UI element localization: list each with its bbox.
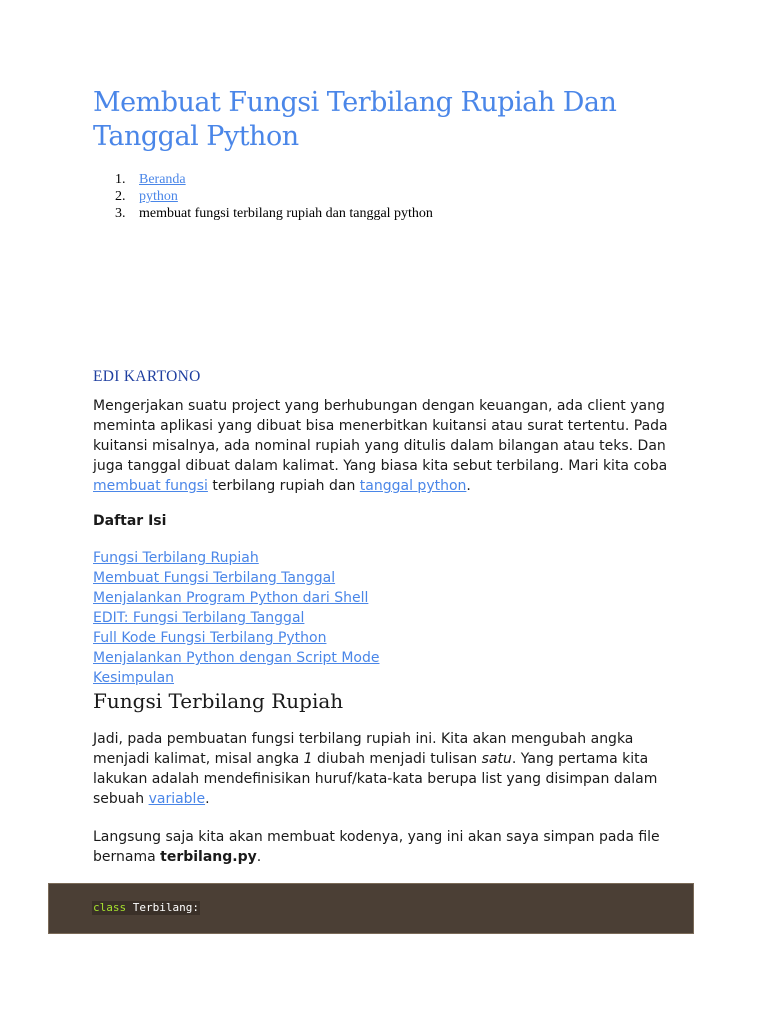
toc-link-membuat-fungsi-terbilang-tanggal[interactable]: Membuat Fungsi Terbilang Tanggal [93, 570, 336, 586]
link-tanggal-python[interactable]: tanggal python [359, 478, 467, 494]
emphasis-satu: satu [481, 751, 512, 767]
code-line [92, 901, 200, 915]
intro-text: Mengerjakan suatu project yang berhubungan dengan keuangan, ada client yang meminta aplikasi yang dibuat bisa menerbitkan kuitansi atau surat tertentu. Pada kuitansi misalnya, ada nominal rupiah yang ditulis dalam bilangan atau teks. Dan juga tanggal dibuat dalam kalimat. Yang biasa kita sebut terbilang. Mari kita coba [93, 398, 668, 474]
page-title: Membuat Fungsi Terbilang Rupiah Dan Tanggal Python [93, 87, 617, 152]
paragraph-text: Langsung saja kita akan membuat kodenya, yang ini akan saya simpan pada file bernama [93, 829, 660, 865]
intro-text: . [466, 478, 471, 494]
intro-paragraph [93, 396, 693, 496]
emphasis-angka: 1 [303, 751, 313, 767]
toc-item [93, 548, 379, 568]
toc-link-edit-fungsi-terbilang-tanggal[interactable]: EDIT: Fungsi Terbilang Tanggal [93, 610, 305, 626]
code-keyword: class [93, 901, 127, 914]
toc-item [93, 628, 379, 648]
toc-link-fungsi-terbilang-rupiah[interactable]: Fungsi Terbilang Rupiah [93, 550, 259, 566]
paragraph-code-intro [93, 827, 693, 867]
toc-item [93, 568, 379, 588]
toc-item [93, 588, 379, 608]
author-name: EDI KARTONO [93, 368, 201, 385]
intro-text: terbilang rupiah dan [207, 478, 360, 494]
toc-link-menjalankan-program-python-dari-shell[interactable]: Menjalankan Program Python dari Shell [93, 590, 369, 606]
paragraph-text: . [256, 849, 262, 865]
paragraph-text: . Yang pertama kita lakukan adalah mendefinisikan huruf/kata-kata berupa list yang disimpan dalam sebuah [93, 751, 658, 807]
breadcrumb-link-python[interactable]: python [139, 189, 178, 204]
toc-heading: Daftar Isi [93, 513, 167, 529]
breadcrumb-number: 3. [115, 206, 126, 221]
toc-link-kesimpulan[interactable]: Kesimpulan [93, 670, 175, 686]
link-variable[interactable]: variable [148, 791, 206, 807]
paragraph-text: . [205, 791, 210, 807]
breadcrumb [93, 171, 433, 222]
toc-item [93, 648, 379, 668]
paragraph-text: Jadi, pada pembuatan fungsi terbilang rupiah ini. Kita akan mengubah angka menjadi kalimat, misal angka [93, 731, 634, 767]
breadcrumb-current-page: membuat fungsi terbilang rupiah dan tanggal python [139, 206, 433, 221]
breadcrumb-item-current [93, 205, 433, 222]
breadcrumb-number: 2. [115, 189, 126, 204]
section-heading: Fungsi Terbilang Rupiah [93, 689, 344, 713]
toc-link-menjalankan-python-script-mode[interactable]: Menjalankan Python dengan Script Mode [93, 650, 380, 666]
breadcrumb-item-python [93, 188, 433, 205]
table-of-contents [93, 548, 379, 688]
paragraph-text: diubah menjadi tulisan [312, 751, 482, 767]
toc-link-full-kode-fungsi-terbilang-python[interactable]: Full Kode Fungsi Terbilang Python [93, 630, 327, 646]
link-membuat-fungsi[interactable]: membuat fungsi [93, 478, 208, 494]
code-colon: : [192, 901, 199, 914]
filename-bold: terbilang.py [160, 849, 257, 865]
toc-item [93, 668, 379, 688]
breadcrumb-link-beranda[interactable]: Beranda [139, 172, 186, 187]
breadcrumb-number: 1. [115, 172, 126, 187]
code-class-name: Terbilang [126, 901, 193, 914]
toc-item [93, 608, 379, 628]
breadcrumb-item-beranda [93, 171, 433, 188]
paragraph-fungsi-rupiah [93, 729, 693, 809]
